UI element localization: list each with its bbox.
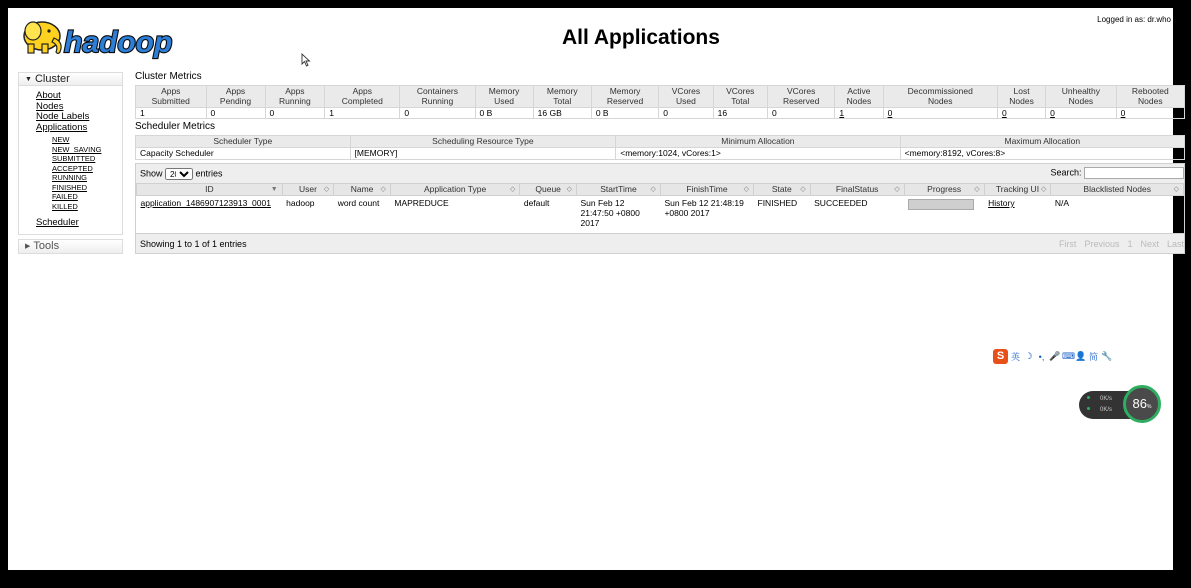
cluster-metric-header: Unhealthy Nodes (1046, 86, 1117, 108)
column-header[interactable]: Progress ◇ (904, 184, 984, 196)
nav-link-state-running[interactable]: RUNNING (52, 173, 87, 182)
cluster-metric-header: Memory Total (533, 86, 591, 108)
cluster-metric-value (1046, 108, 1117, 119)
scheduler-metrics-title: Scheduler Metrics (135, 121, 216, 132)
cell-start: Sun Feb 12 21:47:50 +0800 2017 (580, 198, 640, 228)
cluster-metric-value: 0 (265, 108, 325, 119)
cluster-metric-header: Memory Used (475, 86, 533, 108)
sort-icon: ◇ (650, 186, 656, 193)
cell-final-status: SUCCEEDED (814, 198, 868, 208)
cluster-metric-value: 0 B (475, 108, 533, 119)
pager-first[interactable]: First (1058, 239, 1077, 249)
sogou-logo-icon[interactable]: S (993, 349, 1008, 364)
sort-desc-icon: ▼ (270, 186, 278, 193)
nav-link-scheduler[interactable]: Scheduler (36, 217, 79, 228)
user-icon[interactable]: 👤 (1075, 351, 1087, 361)
cluster-metric-header: Active Nodes (835, 86, 883, 108)
column-header[interactable]: Tracking UI ◇ (984, 184, 1051, 196)
table-row (137, 196, 1184, 231)
tools-section (18, 239, 123, 254)
wrench-icon[interactable]: 🔧 (1101, 351, 1113, 361)
node-count-link[interactable]: 0 (1120, 108, 1126, 118)
nav-link-state-new[interactable]: NEW (52, 135, 70, 144)
comma-icon[interactable]: •, (1038, 351, 1045, 362)
sort-icon: ◇ (380, 186, 386, 193)
scheduler-metric-value: Capacity Scheduler (136, 148, 351, 160)
cell-queue: default (523, 198, 550, 208)
download-icon (1087, 407, 1090, 410)
cell-type: MAPREDUCE (394, 198, 449, 208)
column-header[interactable]: User ◇ (282, 184, 334, 196)
nav-link-state-accepted[interactable]: ACCEPTED (52, 163, 93, 173)
sort-icon: ◇ (800, 186, 806, 193)
scheduler-metric-header: Maximum Allocation (900, 136, 1184, 148)
cluster-metrics-title: Cluster Metrics (135, 71, 202, 82)
table-toolbar: Show 20 entries Search: (136, 164, 1184, 183)
caret-right-icon: ▶ (25, 242, 31, 250)
cluster-metric-header: VCores Total (713, 86, 767, 108)
logged-in-user: Logged in as: dr.who (1097, 15, 1171, 24)
column-header[interactable]: Name ◇ (334, 184, 391, 196)
upload-icon (1087, 396, 1090, 399)
sort-icon: ◇ (743, 186, 749, 193)
mouse-cursor-icon (301, 53, 311, 69)
cluster-metric-header: VCores Reserved (767, 86, 834, 108)
node-count-link[interactable]: 0 (1050, 108, 1055, 118)
cluster-metric-value: 0 (659, 108, 713, 119)
page-title: All Applications (562, 26, 720, 49)
cluster-section (18, 72, 123, 235)
cell-finish: Sun Feb 12 21:48:19 +0800 2017 (664, 198, 744, 218)
scheduler-metric-header: Scheduling Resource Type (350, 136, 616, 148)
mic-icon[interactable]: 🎤 (1049, 351, 1061, 361)
nav-link-state-failed[interactable]: FAILED (52, 192, 78, 201)
svg-text:hadoop: hadoop (64, 26, 173, 59)
column-header[interactable]: State ◇ (754, 184, 811, 196)
scheduler-metric-value: [MEMORY] (350, 148, 616, 160)
ime-toolbar (993, 349, 1112, 364)
node-count-link[interactable]: 1 (839, 108, 845, 118)
cluster-metric-header: VCores Used (659, 86, 713, 108)
scheduler-metric-header: Minimum Allocation (616, 136, 900, 148)
sort-icon: ◇ (566, 186, 572, 193)
cluster-metric-value: 0 (206, 108, 265, 119)
cell-user: hadoop (286, 198, 315, 208)
browser-page (8, 8, 1184, 570)
cluster-metric-header: Apps Pending (206, 86, 265, 108)
application-id-link[interactable]: application_1486907123913_0001 (140, 198, 271, 208)
nav-link-about[interactable]: About (36, 90, 61, 101)
column-header[interactable]: FinalStatus ◇ (810, 184, 904, 196)
keyboard-icon[interactable]: ⌨ (1062, 351, 1075, 361)
cluster-metric-value: 1 (136, 108, 207, 119)
cluster-section-toggle[interactable]: ▼ Cluster (19, 73, 122, 86)
column-header[interactable]: FinishTime ◇ (660, 184, 753, 196)
cluster-metric-value (1116, 108, 1184, 119)
column-header[interactable]: ID ▼ (137, 184, 283, 196)
cell-blacklisted: N/A (1054, 198, 1070, 208)
sidebar-nav (18, 72, 123, 254)
cluster-metric-header: Containers Running (400, 86, 475, 108)
cluster-metric-value (835, 108, 883, 119)
tools-section-toggle[interactable]: ▶ Tools (19, 240, 122, 253)
nav-link-node-labels[interactable]: Node Labels (36, 111, 90, 122)
cluster-metric-value: 16 GB (533, 108, 591, 119)
language-toggle[interactable]: 英 (1010, 352, 1020, 362)
tracking-history-link[interactable]: History (988, 198, 1015, 208)
cluster-metric-header: Lost Nodes (997, 86, 1045, 108)
simplified-char-icon[interactable]: 简 (1088, 352, 1098, 362)
cluster-metric-header: Decommissioned Nodes (883, 86, 997, 108)
sort-icon: ◇ (1040, 186, 1047, 193)
column-header[interactable]: StartTime ◇ (576, 184, 660, 196)
pager-next[interactable]: Next (1140, 239, 1159, 249)
main-content (135, 71, 1185, 254)
app-state-links (36, 133, 122, 218)
scheduler-metric-header: Scheduler Type (136, 136, 351, 148)
sort-icon: ◇ (323, 186, 330, 193)
pager-1[interactable]: 1 (1127, 239, 1133, 249)
network-speed-widget[interactable]: 0K/s 0K/s 86% (1079, 391, 1157, 419)
cluster-metrics-table (135, 85, 1185, 119)
column-header[interactable]: Queue ◇ (520, 184, 577, 196)
cell-name: word count (337, 198, 380, 208)
pager-last[interactable]: Last (1166, 239, 1184, 249)
sort-icon: ◇ (1173, 186, 1179, 193)
column-header[interactable]: Application Type ◇ (390, 184, 519, 196)
cluster-metric-value (997, 108, 1045, 119)
node-count-link[interactable]: 0 (1001, 108, 1007, 118)
sort-icon: ◇ (974, 186, 980, 193)
usage-gauge: 86% (1123, 385, 1161, 423)
cluster-metric-value: 0 (400, 108, 475, 119)
applications-table-wrapper (135, 163, 1185, 254)
progress-bar (908, 199, 974, 210)
cluster-metric-value: 1 (325, 108, 400, 119)
pagination (1051, 239, 1184, 249)
scheduler-metrics-table (135, 135, 1185, 160)
cluster-metric-header: Apps Completed (325, 86, 400, 108)
caret-down-icon: ▼ (25, 76, 32, 83)
cluster-metric-header: Apps Submitted (136, 86, 207, 108)
cluster-metric-value: 16 (713, 108, 767, 119)
nav-link-state-submitted[interactable]: SUBMITTED (52, 154, 96, 163)
nav-link-nodes[interactable]: Nodes (36, 100, 64, 112)
cluster-metric-header: Memory Reserved (591, 86, 658, 108)
nav-link-state-finished[interactable]: FINISHED (52, 182, 88, 192)
table-footer (136, 233, 1184, 253)
cluster-metric-value (883, 108, 997, 119)
scheduler-metric-value: <memory:1024, vCores:1> (616, 148, 900, 160)
cluster-metric-value: 0 B (591, 108, 658, 119)
cluster-metric-value: 0 (767, 108, 834, 119)
nav-link-applications[interactable]: Applications (36, 121, 88, 133)
node-count-link[interactable]: 0 (887, 108, 893, 118)
sort-icon: ◇ (509, 186, 516, 193)
cluster-metric-header: Rebooted Nodes (1116, 86, 1184, 108)
table-info: Showing 1 to 1 of 1 entries (140, 239, 247, 249)
cell-state: FINISHED (757, 198, 798, 208)
nav-link-state-killed[interactable]: KILLED (52, 201, 78, 211)
page-size-select[interactable] (165, 168, 193, 180)
pager-previous[interactable]: Previous (1084, 239, 1120, 249)
column-header[interactable]: Blacklisted Nodes ◇ (1051, 184, 1184, 196)
moon-icon[interactable]: ☽ (1024, 351, 1033, 361)
nav-link-state-new-saving[interactable]: NEW_SAVING (52, 144, 102, 154)
search-input[interactable] (1084, 167, 1184, 179)
scheduler-metric-value: <memory:8192, vCores:8> (900, 148, 1184, 160)
cluster-metric-header: Apps Running (265, 86, 325, 108)
applications-table (136, 183, 1184, 230)
hadoop-logo[interactable] (18, 14, 204, 60)
progress-fill (909, 200, 973, 209)
sort-icon: ◇ (894, 186, 900, 193)
